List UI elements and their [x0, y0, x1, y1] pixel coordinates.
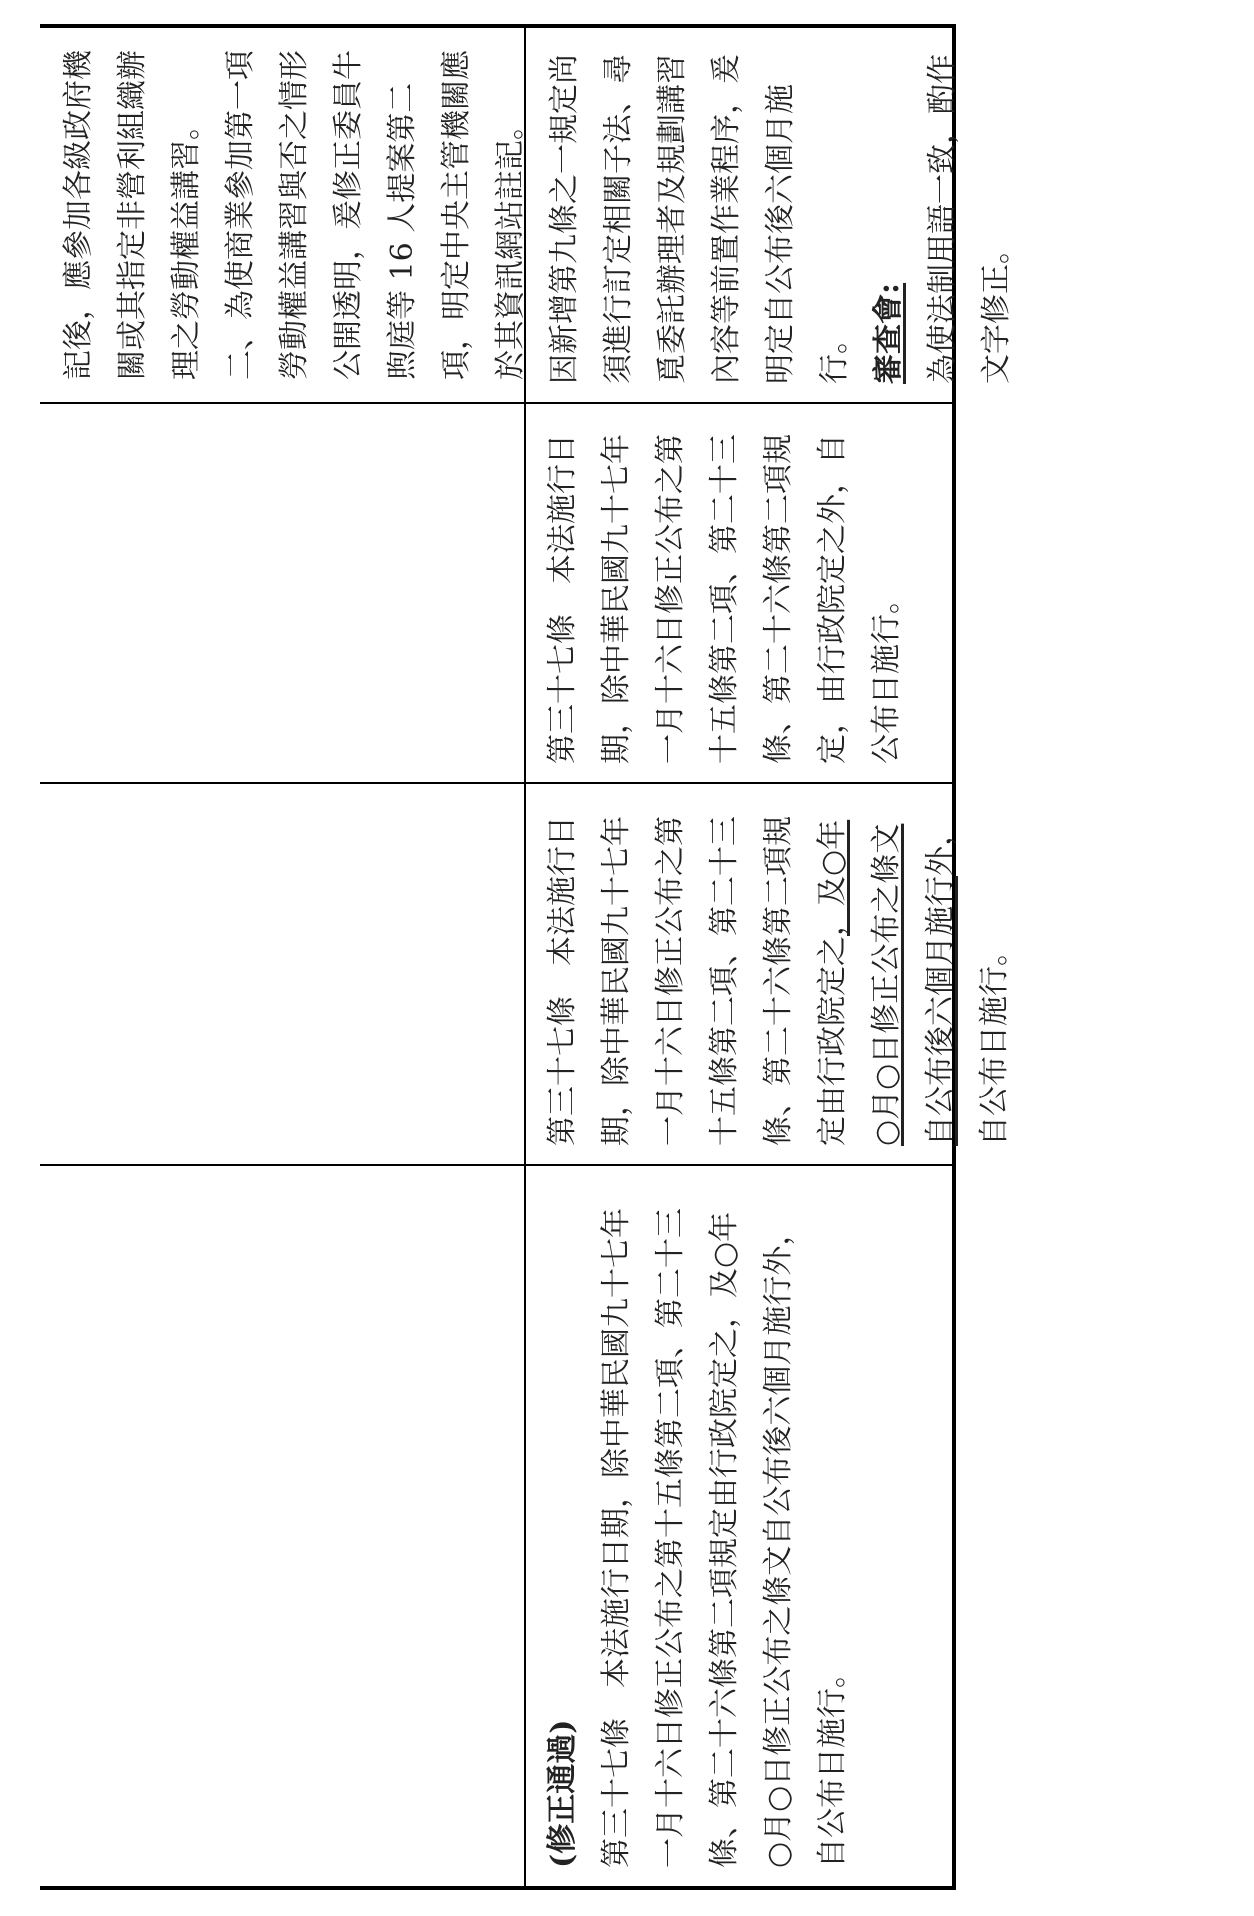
amendment-underlined: ，及○年○月○日修正公布之條文自公布後六個月施行 [815, 819, 958, 1146]
explanation-paragraph: 二、為使商業參加第一項勞動權益講習與否之情形公開透明，爰修正委員牛煦庭等 16 人提案第二項，明定中央主管機關應於其資訊網站註記。 [223, 50, 528, 380]
article-text: 第三十七條 本法施行日期，除中華民國九十七年一月十六日修正公布之第十五條第二項、第二十三條、第二十六條第二項規定由行政院定之，及○年○月○日修正公布之條文自公布後六個月施行外，自公布日施行。 [599, 1208, 850, 1868]
cell-current-law [526, 404, 952, 782]
cell-adopted [526, 1166, 952, 1886]
cell-r1-note [526, 28, 1014, 402]
explanation-paragraph: 記後，應參加各級政府機關或其指定非營利組織辦理之勞動權益講習。 [61, 50, 204, 380]
article-text: 第三十七條 本法施行日期，除中華民國九十七年一月十六日修正公布之第十五條第二項、第二十三條、第二十六條第二項規定，由行政院定之外，自公布日施行。 [545, 434, 904, 764]
explanation-paragraph: 為使法制用語一致，酌作文字修正。 [925, 54, 1014, 384]
article-text-pre: 第三十七條 本法施行日期，除中華民國九十七年一月十六日修正公布之第十五條第二項、第二十三條、第二十六條第二項規定由行政院定之 [545, 816, 850, 1146]
cell-proposal [526, 784, 1012, 1164]
review-heading: 審查會: [871, 282, 906, 384]
adopted-heading: (修正通過) [545, 1719, 580, 1868]
document-sheet [40, 24, 1014, 1890]
explanation-paragraph: 因新增第九條之一規定尚須進行訂定相關子法、尋覓委託辦理者及規劃講習內容等前置作業程序，爰明定自公布後六個月施行。 [547, 54, 852, 384]
article-text [536, 802, 1022, 1146]
article-text-post: 外，自公布日施行。 [923, 816, 1012, 1146]
cell-r1-explanation [40, 28, 528, 402]
